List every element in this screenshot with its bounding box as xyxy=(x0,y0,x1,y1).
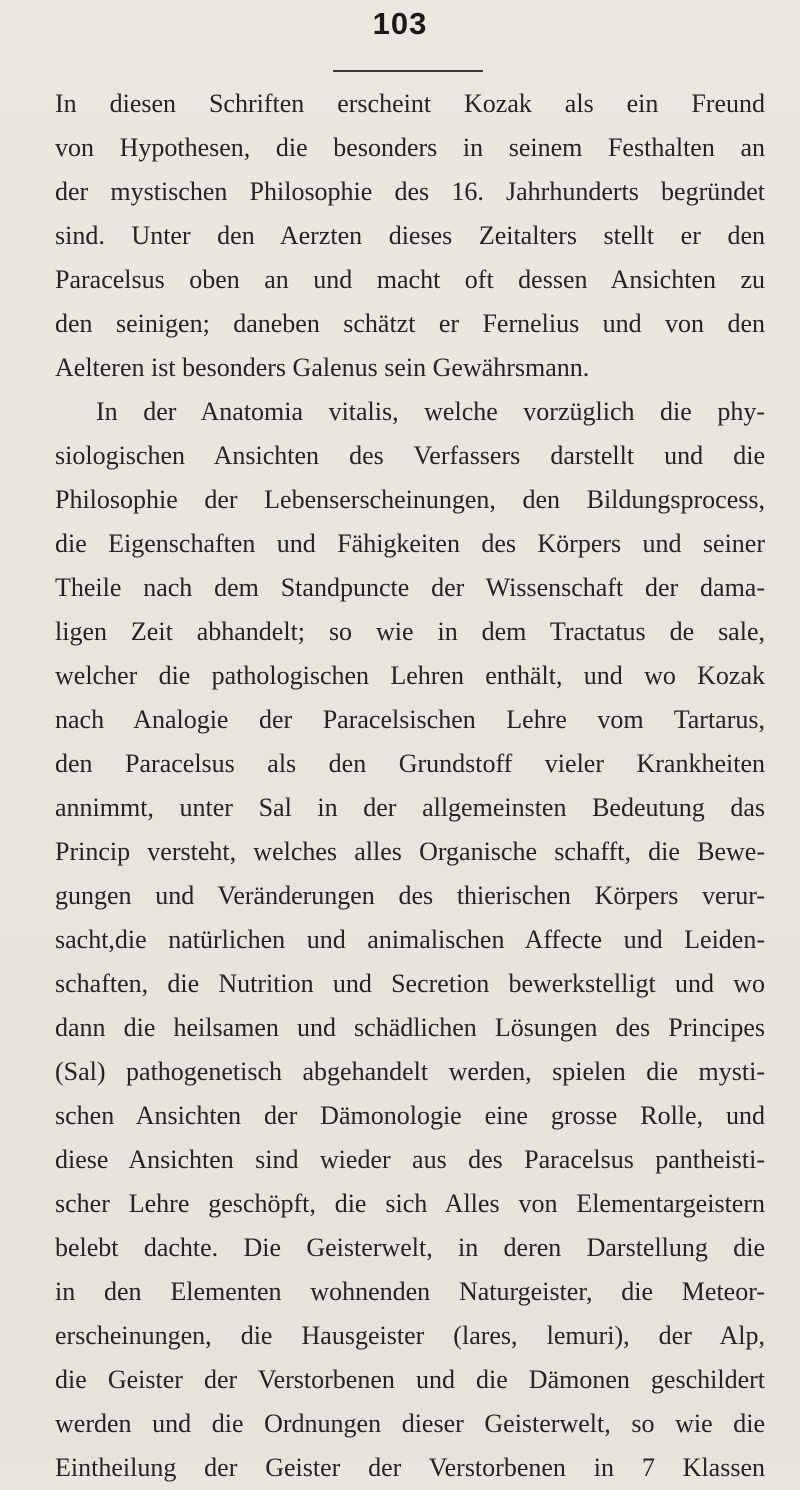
text-line: in den Elementen wohnenden Naturgeister, die Meteor- xyxy=(55,1277,765,1306)
text-line: annimmt, unter Sal in der allgemeinsten Bedeutung das xyxy=(55,793,765,822)
text-line: welcher die pathologischen Lehren enthält, und wo Kozak xyxy=(55,661,765,690)
text-line: schaften, die Nutrition und Secretion bewerkstelligt und wo xyxy=(55,969,765,998)
text-line: die Eigenschaften und Fähigkeiten des Körpers und seiner xyxy=(55,529,765,558)
text-line: werden und die Ordnungen dieser Geisterwelt, so wie die xyxy=(55,1409,765,1438)
text-line: In diesen Schriften erscheint Kozak als ein Freund xyxy=(55,89,765,118)
text-line: schen Ansichten der Dämonologie eine grosse Rolle, und xyxy=(55,1101,765,1130)
text-line: diese Ansichten sind wieder aus des Paracelsus pantheisti- xyxy=(55,1145,765,1174)
text-line: sind. Unter den Aerzten dieses Zeitalters stellt er den xyxy=(55,221,765,250)
text-line: von Hypothesen, die besonders in seinem Festhalten an xyxy=(55,133,765,162)
text-line: sacht,die natürlichen und animalischen Affecte und Leiden- xyxy=(55,925,765,954)
text-line: nach Analogie der Paracelsischen Lehre vom Tartarus, xyxy=(55,705,765,734)
text-line: In der Anatomia vitalis, welche vorzüglich die phy- xyxy=(96,397,765,426)
header-rule xyxy=(333,70,483,72)
text-line: Theile nach dem Standpuncte der Wissenschaft der dama- xyxy=(55,573,765,602)
text-line: Philosophie der Lebenserscheinungen, den Bildungsprocess, xyxy=(55,485,765,514)
text-line: Paracelsus oben an und macht oft dessen Ansichten zu xyxy=(55,265,765,294)
text-line: (Sal) pathogenetisch abgehandelt werden, spielen die mysti- xyxy=(55,1057,765,1086)
text-line: den seinigen; daneben schätzt er Fernelius und von den xyxy=(55,309,765,338)
body-text xyxy=(55,82,765,1490)
page-number: 103 xyxy=(372,6,428,41)
text-line: der mystischen Philosophie des 16. Jahrhunderts begründet xyxy=(55,177,765,206)
text-line: erscheinungen, die Hausgeister (lares, lemuri), der Alp, xyxy=(55,1321,765,1350)
text-line: Eintheilung der Geister der Verstorbenen in 7 Klassen xyxy=(55,1453,765,1482)
text-line: den Paracelsus als den Grundstoff vieler Krankheiten xyxy=(55,749,765,778)
text-line: dann die heilsamen und schädlichen Lösungen des Principes xyxy=(55,1013,765,1042)
text-line: belebt dachte. Die Geisterwelt, in deren Darstellung die xyxy=(55,1233,765,1262)
text-line: siologischen Ansichten des Verfassers darstellt und die xyxy=(55,441,765,470)
text-line: ligen Zeit abhandelt; so wie in dem Tractatus de sale, xyxy=(55,617,765,646)
text-line: Aelteren ist besonders Galenus sein Gewährsmann. xyxy=(55,353,590,382)
text-line: die Geister der Verstorbenen und die Dämonen geschildert xyxy=(55,1365,765,1394)
text-line: scher Lehre geschöpft, die sich Alles von Elementargeistern xyxy=(55,1189,765,1218)
text-line: gungen und Veränderungen des thierischen Körpers verur- xyxy=(55,881,765,910)
text-line: Princip versteht, welches alles Organische schafft, die Bewe- xyxy=(55,837,765,866)
